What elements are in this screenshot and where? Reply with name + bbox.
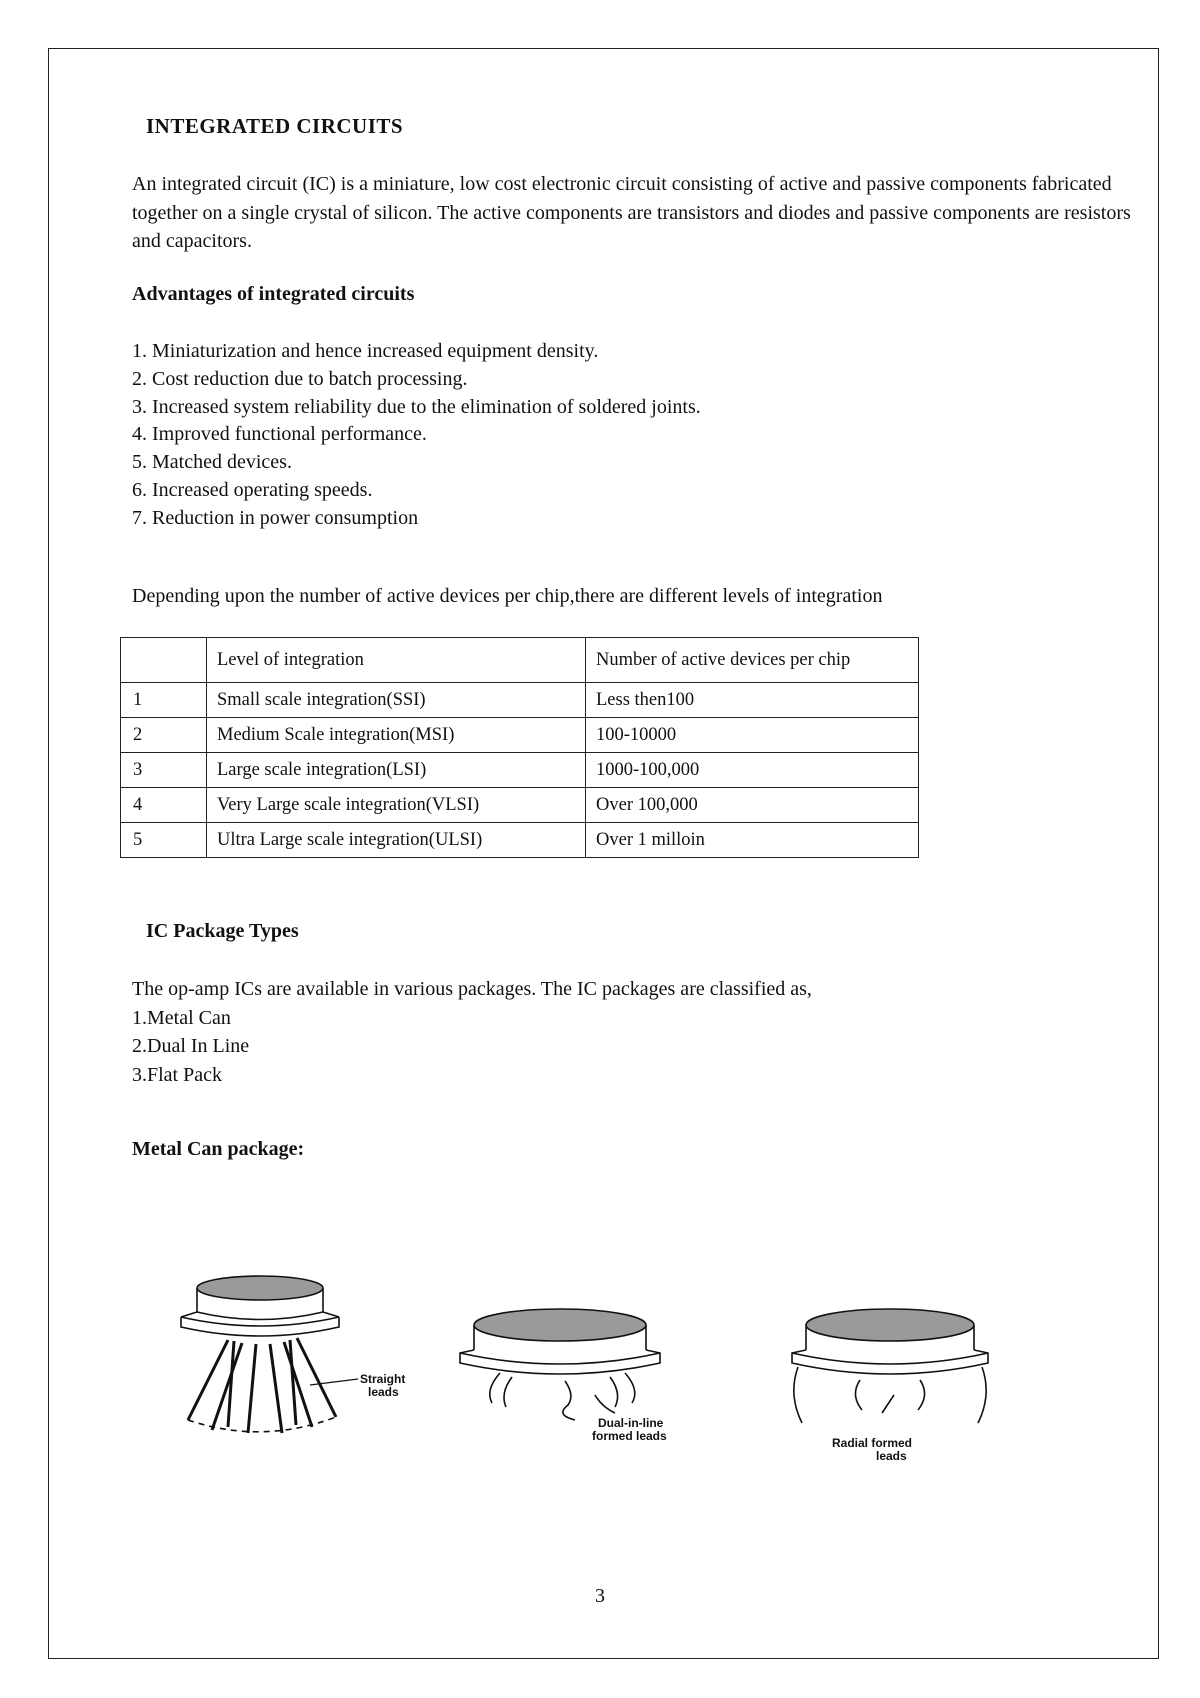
table-row — [121, 823, 919, 858]
list-item: 3.Flat Pack — [132, 1063, 222, 1086]
table-row — [121, 788, 919, 823]
table-header-row — [121, 638, 919, 683]
metal-can-package-figure — [170, 1245, 1050, 1475]
intro-paragraph: An integrated circuit (IC) is a miniature, low cost electronic circuit consisting of active and passive components fabricated together on a single crystal of silicon. The active components are transistors and diodes and passive components are resistors and capacitors. — [132, 173, 1131, 252]
advantages-heading: Advantages of integrated circuits — [132, 283, 415, 305]
list-item: 5. Matched devices. — [132, 451, 292, 474]
figure-label: Radial formed — [832, 1436, 913, 1450]
list-item: 2.Dual In Line — [132, 1035, 250, 1057]
list-item: 4. Improved functional performance. — [132, 423, 427, 446]
list-item: 1. Miniaturization and hence increased equipment density. — [132, 340, 599, 362]
table-cell: 3 — [121, 753, 207, 788]
metal-can-heading: Metal Can package: — [132, 1138, 305, 1160]
metal-can-straight-leads-illustration — [181, 1276, 358, 1433]
table-cell: 5 — [121, 823, 207, 858]
list-item: 7. Reduction in power consumption — [132, 506, 419, 529]
figure-label: Dual-in-line — [598, 1416, 664, 1430]
table-cell: Medium Scale integration(MSI) — [207, 718, 586, 753]
table-cell: 2 — [121, 718, 207, 753]
table-cell: 1000-100,000 — [586, 753, 919, 788]
table-row — [121, 718, 919, 753]
metal-can-radial-leads-illustration — [792, 1309, 988, 1423]
table-cell: Large scale integration(LSI) — [207, 753, 586, 788]
integration-levels-table — [120, 637, 919, 858]
table-cell: Over 1 milloin — [586, 823, 919, 858]
list-item: 2. Cost reduction due to batch processing. — [132, 367, 468, 390]
table-cell: 4 — [121, 788, 207, 823]
metal-can-dual-in-line-illustration — [460, 1309, 660, 1420]
figure-label: leads — [876, 1449, 907, 1463]
figure-label: Straight — [360, 1372, 406, 1386]
page-number: 3 — [595, 1585, 605, 1607]
table-header-cell — [121, 638, 207, 683]
page-title: INTEGRATED CIRCUITS — [146, 114, 404, 138]
table-cell: Very Large scale integration(VLSI) — [207, 788, 586, 823]
figure-label: formed leads — [592, 1429, 667, 1443]
table-row — [121, 753, 919, 788]
package-types-intro: The op-amp ICs are available in various packages. The IC packages are classified as, — [132, 978, 812, 1000]
table-row — [121, 683, 919, 718]
table-cell: Small scale integration(SSI) — [207, 683, 586, 718]
package-types-heading: IC Package Types — [146, 920, 299, 942]
table-cell: Ultra Large scale integration(ULSI) — [207, 823, 586, 858]
levels-intro: Depending upon the number of active devices per chip,there are different levels of integration — [132, 585, 883, 607]
table-header-cell: Number of active devices per chip — [586, 638, 919, 683]
table-header-cell: Level of integration — [207, 638, 586, 683]
advantages-list — [132, 338, 701, 533]
list-item: 6. Increased operating speeds. — [132, 478, 373, 501]
table-cell: Over 100,000 — [586, 788, 919, 823]
table-cell: Less then100 — [586, 683, 919, 718]
list-item: 1.Metal Can — [132, 1006, 231, 1029]
package-types-block — [132, 975, 812, 1089]
list-item: 3. Increased system reliability due to the elimination of soldered joints. — [132, 395, 701, 418]
figure-label: leads — [368, 1385, 399, 1399]
table-cell: 100-10000 — [586, 718, 919, 753]
table-cell: 1 — [121, 683, 207, 718]
